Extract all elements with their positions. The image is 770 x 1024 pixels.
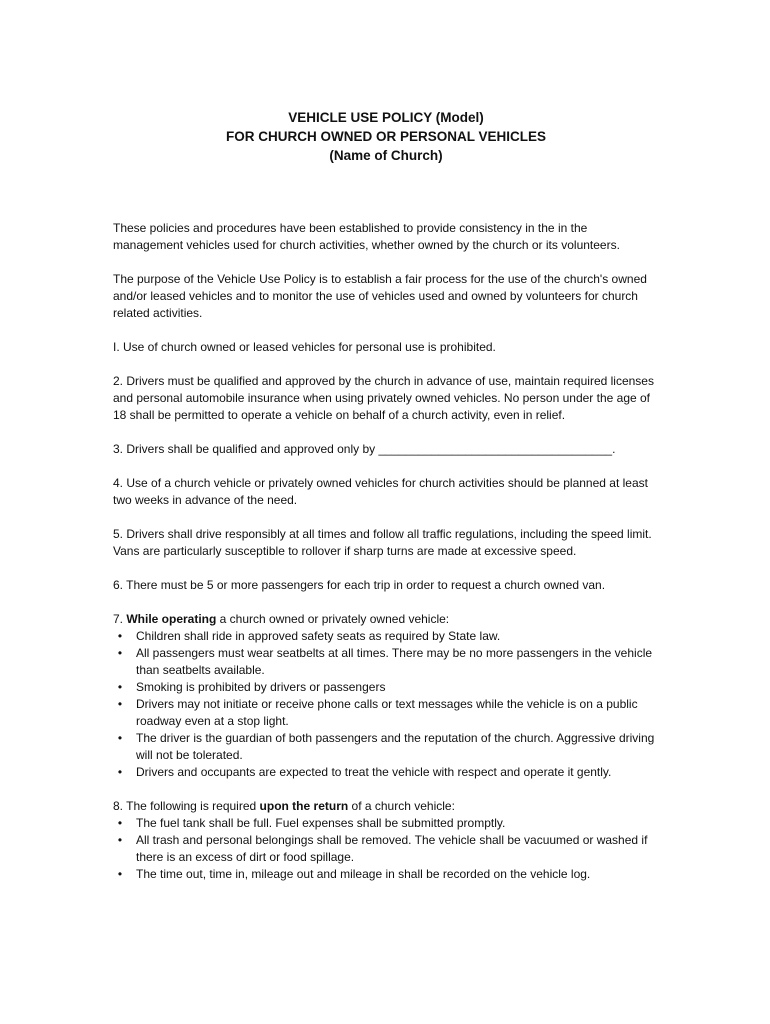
policy-7-list bbox=[113, 628, 658, 781]
list-item-text: The driver is the guardian of both passengers and the reputation of the church. Aggressive driving will not be tolerated. bbox=[136, 731, 655, 762]
title-line-3: (Name of Church) bbox=[329, 148, 443, 163]
list-item-text: Drivers may not initiate or receive phone calls or text messages while the vehicle is on a public roadway even at a stop light. bbox=[136, 697, 638, 728]
list-item bbox=[113, 730, 658, 764]
bullet-icon: • bbox=[117, 833, 123, 847]
bullet-icon: • bbox=[117, 646, 123, 660]
policy-7-bold: While operating bbox=[126, 612, 217, 626]
intro-paragraph-1: These policies and procedures have been established to provide consistency in the in the management vehicles used for church activities, whether owned by the church or its volunteers. bbox=[113, 221, 620, 252]
policy-8-suffix: of a church vehicle: bbox=[348, 799, 455, 813]
policy-4: 4. Use of a church vehicle or privately owned vehicles for church activities should be planned at least two weeks in advance of the need. bbox=[113, 476, 648, 507]
list-item-text: Drivers and occupants are expected to treat the vehicle with respect and operate it gently. bbox=[136, 765, 612, 779]
bullet-icon: • bbox=[117, 680, 123, 694]
policy-3: 3. Drivers shall be qualified and approved only by ___________________________________. bbox=[113, 442, 616, 456]
bullet-icon: • bbox=[117, 697, 123, 711]
bullet-icon: • bbox=[117, 867, 123, 881]
policy-5: 5. Drivers shall drive responsibly at all times and follow all traffic regulations, including the speed limit. Vans are particularly susceptible to rollover if sharp turns are made at excessive speed. bbox=[113, 527, 652, 558]
document-title bbox=[0, 108, 770, 165]
policy-8-prefix: 8. The following is required bbox=[113, 799, 260, 813]
list-item-text: All trash and personal belongings shall be removed. The vehicle shall be vacuumed or washed if there is an excess of dirt or food spillage. bbox=[136, 833, 648, 864]
title-line-1: VEHICLE USE POLICY (Model) bbox=[288, 110, 484, 125]
policy-8-list bbox=[113, 815, 658, 883]
bullet-icon: • bbox=[117, 816, 123, 830]
policy-1: I. Use of church owned or leased vehicles for personal use is prohibited. bbox=[113, 340, 496, 354]
list-item-text: The fuel tank shall be full. Fuel expenses shall be submitted promptly. bbox=[136, 816, 506, 830]
intro-paragraph-2: The purpose of the Vehicle Use Policy is to establish a fair process for the use of the church's owned and/or leased vehicles and to monitor the use of vehicles used and owned by volunteers for church related activities. bbox=[113, 272, 647, 320]
list-item-text: Children shall ride in approved safety seats as required by State law. bbox=[136, 629, 501, 643]
policy-7-prefix: 7. bbox=[113, 612, 127, 626]
policy-8-bold: upon the return bbox=[259, 799, 349, 813]
policy-7-suffix: a church owned or privately owned vehicle: bbox=[216, 612, 450, 626]
list-item-text: The time out, time in, mileage out and mileage in shall be recorded on the vehicle log. bbox=[136, 867, 591, 881]
policy-6: 6. There must be 5 or more passengers for each trip in order to request a church owned van. bbox=[113, 578, 606, 592]
list-item bbox=[113, 815, 658, 832]
list-item bbox=[113, 628, 658, 645]
list-item bbox=[113, 832, 658, 866]
list-item bbox=[113, 764, 658, 781]
bullet-icon: • bbox=[117, 731, 123, 745]
list-item bbox=[113, 645, 658, 679]
policy-8-heading bbox=[113, 798, 658, 815]
document-body bbox=[113, 220, 658, 900]
list-item-text: All passengers must wear seatbelts at all times. There may be no more passengers in the vehicle than seatbelts available. bbox=[136, 646, 653, 677]
policy-2: 2. Drivers must be qualified and approved by the church in advance of use, maintain required licenses and personal automobile insurance when using privately owned vehicles. No person under the age of 18 shall be permitted to operate a vehicle on behalf of a church activity, even in relief. bbox=[113, 374, 654, 422]
title-line-2: FOR CHURCH OWNED OR PERSONAL VEHICLES bbox=[225, 129, 547, 144]
policy-7-heading bbox=[113, 611, 658, 628]
list-item bbox=[113, 866, 658, 883]
list-item bbox=[113, 679, 658, 696]
list-item-text: Smoking is prohibited by drivers or passengers bbox=[136, 680, 386, 694]
list-item bbox=[113, 696, 658, 730]
bullet-icon: • bbox=[117, 765, 123, 779]
bullet-icon: • bbox=[117, 629, 123, 643]
